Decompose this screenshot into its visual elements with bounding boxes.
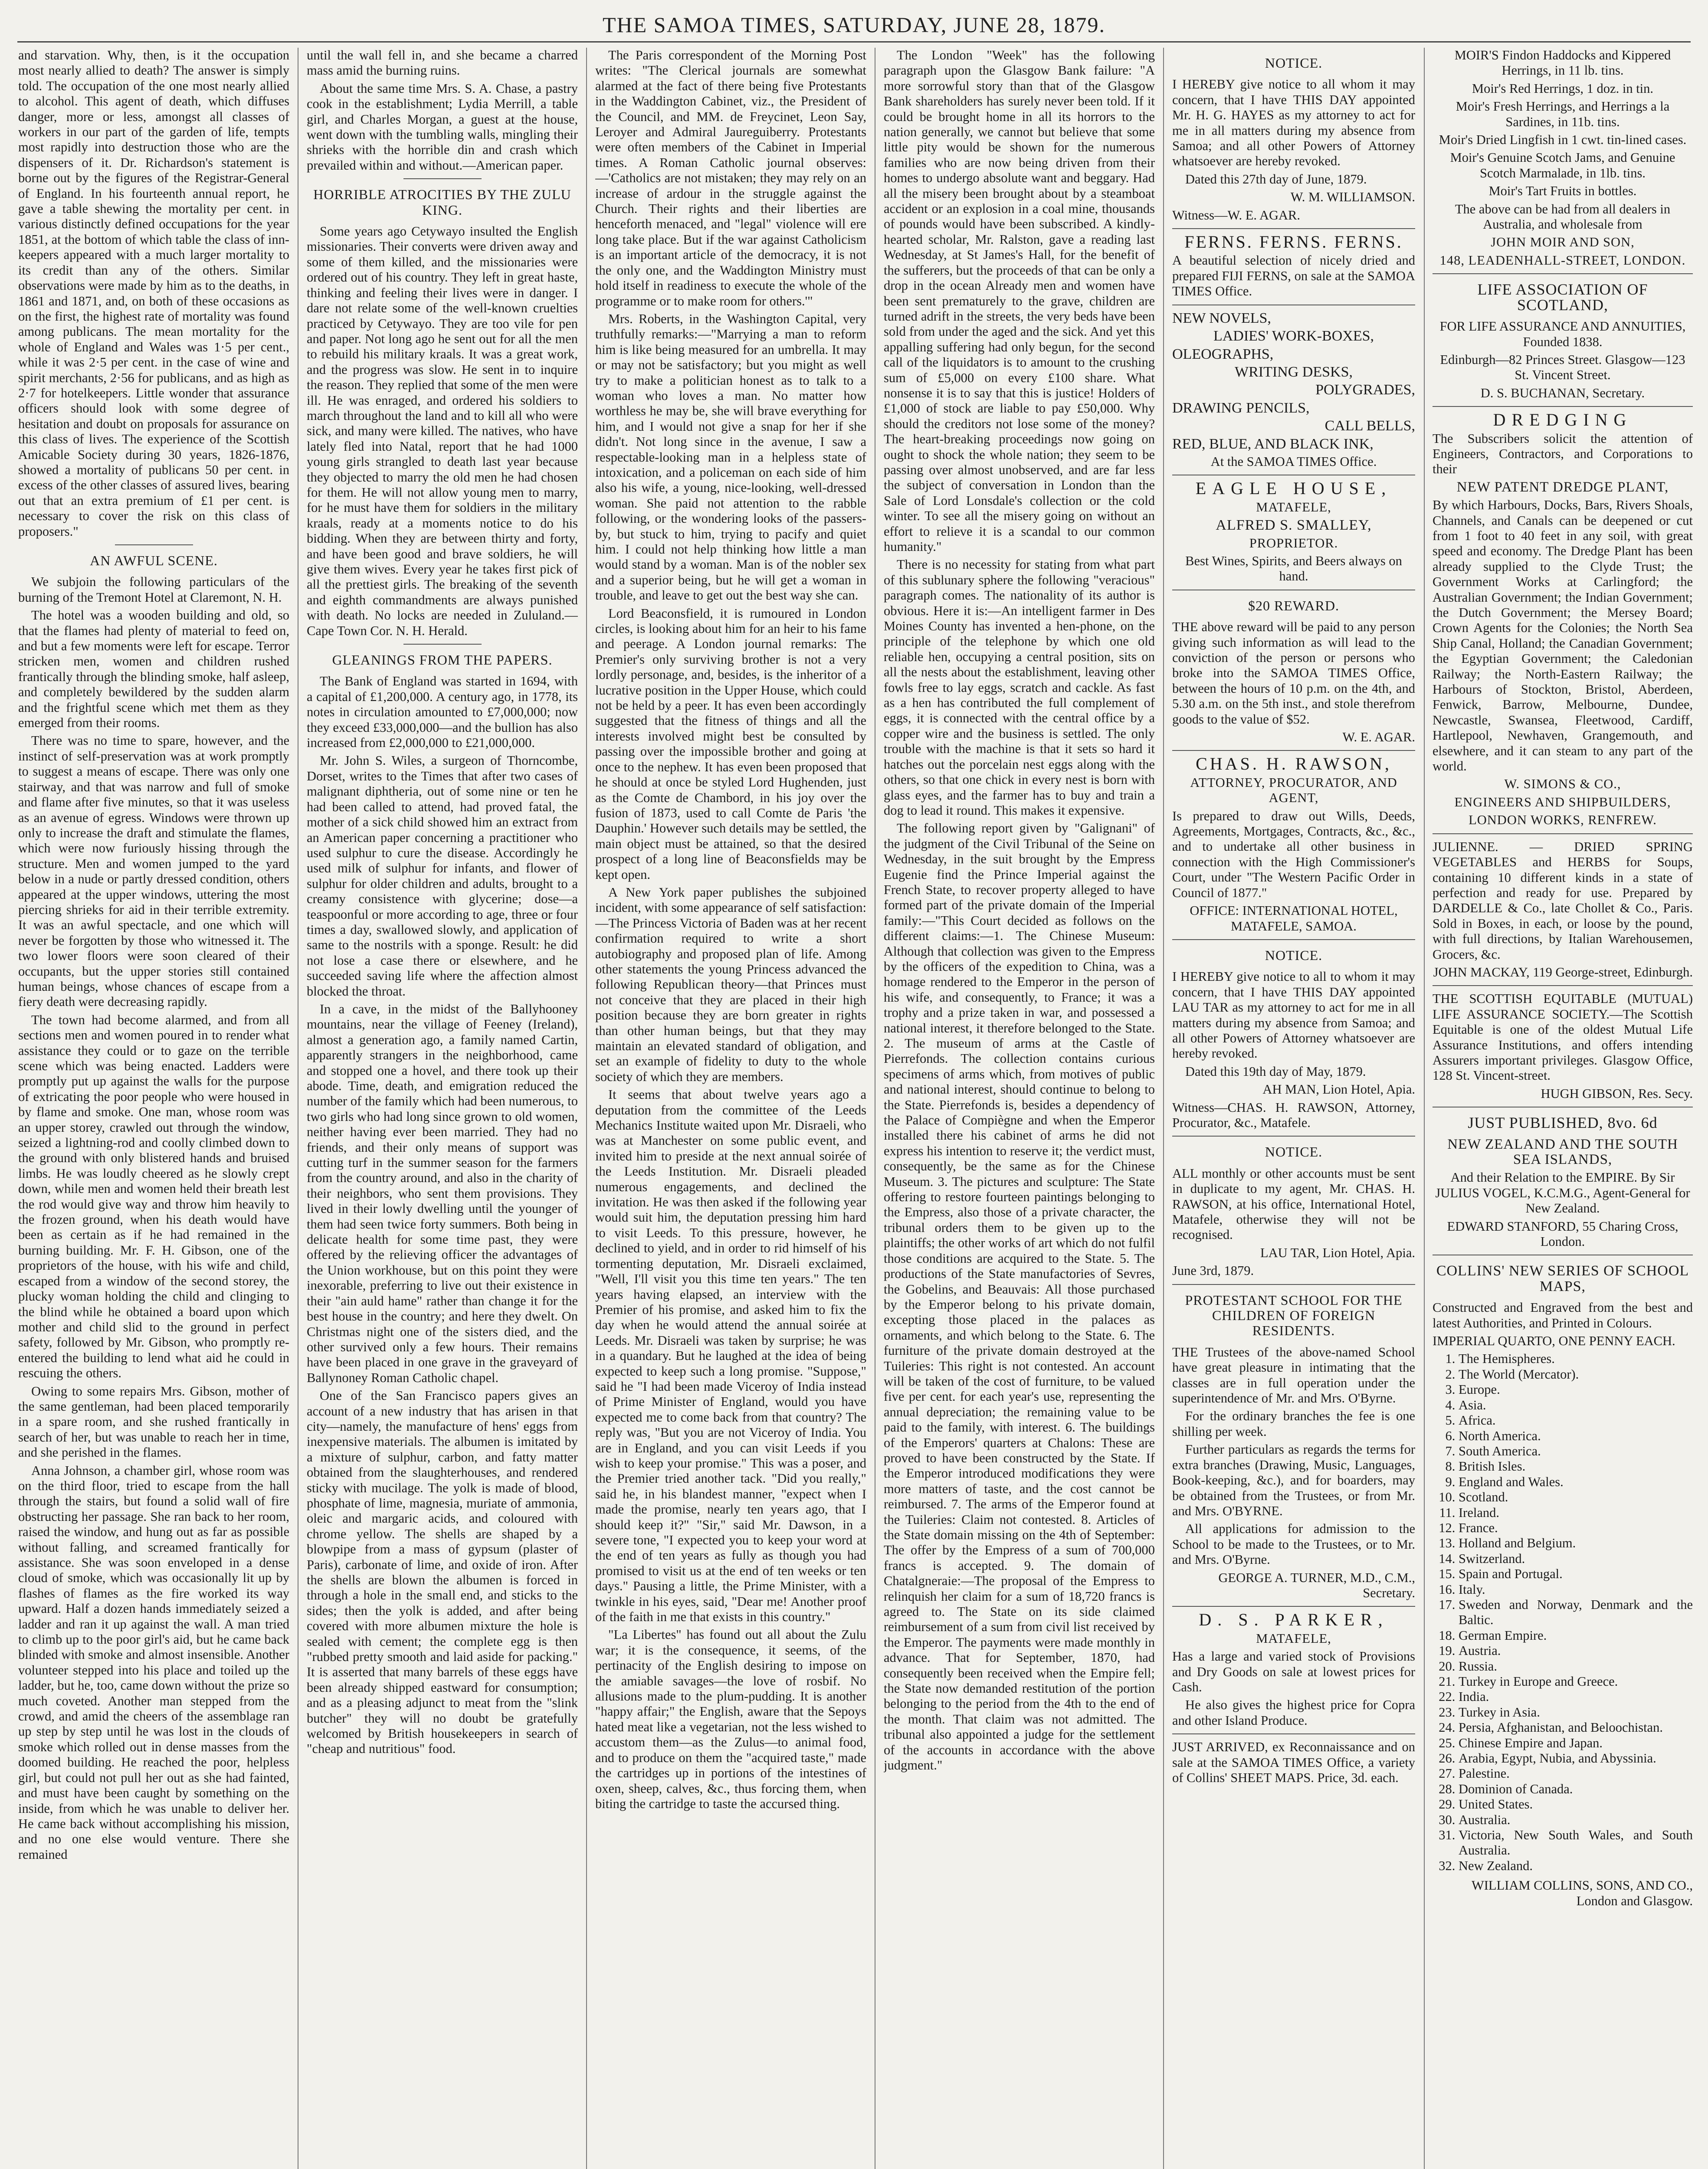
column-5-adverts (1172, 48, 1415, 2169)
article-text: There is no necessity for stating from what part of this sublunary sphere the following "veracious" paragraph comes. The nationality of its author is obvious. Here it is:—An intelligent farmer in Des Moines County has invented a hen-phone, on the principle of the telephone by which one old reliable hen, occupying a central position, sits on all the nests about the establishment, leaving other fowls free to lay eggs, scratch and cackle. As fast as a hen has contributed the full complement of eggs, it is connected with the central office by a copper wire and the business is settled. The only trouble with the machine is that it sets so hard it hatches out the porcelain nest eggs along with the others, so that one chick in every nest is born with glass eyes, and the farmer has to buy and train a dog to lead it round. This makes it expensive. (884, 557, 1155, 818)
list-item: 14. Switzerland. (1459, 1551, 1693, 1566)
ad-line: POLYGRADES, (1315, 382, 1415, 398)
article-text: The town had become alarmed, and from all sections men and women poured in to render what assistance they could or to gaze on the terrible scene which was being enacted. Ladders were promptly put up against the walls for the purpose of extricating the poor people who were housed in by flame and smoke. One man, whose room was an upper storey, crawled out through the window, seized a lightning-rod and coolly climbed down to the ground with only blistered hands and bruised limbs. He was loudly cheered as he slowly crept down, while men and women held their breath lest the rod would give way and throw him heavily to the frozen ground, when his death would have been as certain as if he had remained in the burning building. Mr. F. H. Gibson, one of the proprietors of the house, with his wife and child, escaped from a window of the second storey, the plucky woman holding the child and clinging to the blind while he obtained a board upon which mother and child slid to the ground in perfect safety, followed by Mr. Gibson, who promptly re-entered the building to lend what aid he could in rescuing the others. (18, 1012, 289, 1381)
article-text: Some years ago Cetywayo insulted the English missionaries. Their converts were driven away and some of them killed, and the missionaries were ordered out of his country. They left in great haste, thinking and feeling their lives were in danger. I dare not relate some of the well-known cruelties practiced by Cetywayo. They are too vile for pen and paper. Not long ago he sent out for all the men to rebuild his military kraals. It was a great work, and the progress was slow. He sent in to inquire the reason. They replied that some of the men were ill. He was enraged, and ordered his soldiers to march throughout the land and to kill all who were sick, and many were killed. The natives, who have lately fled into Natal, report that he had 1000 young girls strangled to death last year because they objected to marry the old men he had chosen for them. He will not allow young men to marry, for he must have them for soldiers in the military kraals, ready at a moments notice to do his bidding. When they are between thirty and forty, and have been good and brave soldiers, he will give them wives. Every year he takes first pick of all the prettiest girls. The breaking of the seventh and eighth commandments are always punished with death. No locks are needed in Zululand.—Cape Town Cor. N. H. Herald. (307, 224, 578, 638)
divider (1172, 939, 1415, 940)
article-text: A New York paper publishes the subjoined incident, with some appearance of self satisfaction:—The Princess Victoria of Baden was at her recent confirmation required to write a short autobiography and proposed plan of life. Among other statements the young Princess advanced the following Republican theory—that Princes must not conceive that they are placed in their high position because they are born greater in rights than other human beings, but that they may maintain an elevated standard of obligation, and set an example of fidelity to duty to the whole society of which they are members. (595, 885, 866, 1084)
ad-just-arrived: JUST ARRIVED, ex Reconnaissance and on sale at the SAMOA TIMES Office, a variety of Collins' SHEET MAPS. Price, 3d. each. (1172, 1740, 1415, 1785)
notice-date: Dated this 19th day of May, 1879. (1185, 1064, 1366, 1079)
ad-line: Moir's Fresh Herrings, and Herrings a la Sardines, in 11b. tins. (1456, 99, 1670, 129)
notice-attorney-ah-man (1172, 948, 1415, 1130)
ad-reward (1172, 598, 1415, 745)
ad-body: Best Wines, Spirits, and Beers always on hand. (1185, 553, 1402, 584)
ad-body: The Subscribers solicit the attention of Engineers, Contractors, and Corporations to their (1433, 431, 1693, 477)
article-text: The Bank of England was started in 1694, with a capital of £1,200,000. A century ago, in 1778, its notes in circulation amounted to £7,000,000; now they exceed £33,000,000—and the bullion has also increased from £2,000,000 to £21,000,000. (307, 674, 578, 750)
ad-title: DREDGING (1493, 410, 1633, 430)
ad-signature: GEORGE A. TURNER, M.D., C.M., Secretary. (1218, 1570, 1415, 1600)
list-item: 7. South America. (1459, 1444, 1693, 1459)
ad-role: ATTORNEY, PROCURATOR, AND AGENT, (1190, 775, 1397, 806)
notice-attorney-williamson (1172, 56, 1415, 223)
ad-owner: ALFRED S. SMALLEY, (1216, 517, 1372, 534)
notice-body: ALL monthly or other accounts must be sent in duplicate to my agent, Mr. CHAS. H. RAWSON, at his office, International Hotel, Matafele, otherwise they will not be recognised. (1172, 1166, 1415, 1242)
ad-collins-maps (1433, 1263, 1693, 1909)
article-text: The following report given by "Galignani" of the judgment of the Civil Tribunal of the Seine on Wednesday, in the suit brought by the Empress Eugenie find the Prince Imperial against the French State, to recover property alleged to have formed part of the private domain of the Imperial family:—"This Court decided as follows on the different claims:—1. The Chinese Museum: Although that collection was given to the Empress by the officers of the expedition to China, was a homage rendered to the Emperor in the person of his wife, and consequently, to France; it was a trophy and a prize taken in war, and possessed a national interest, it therefore belonged to the State. 2. The museum of arms at the Castle of Pierrefonds. The collection contains curious specimens of arms which, from motives of public and national interest, should continue to belong to the State. Pierrefonds is, besides a dependency of the Palace of Compiègne and when the Emperor installed there his cabinet of arms he did not express his intention to reserve it; the verdict must, consequently, be the same as for the Chinese Museum. 3. The pictures and sculpture: The State offering to restore fourteen paintings belonging to the Empress, also those of a private character, the tribunal orders them to be given up to the plaintiffs; the other works of art which do not fulfil those conditions are acquired to the State. 5. The productions of the State manufactories of Sevres, the Gobelins, and Beauvais: All those purchased by the Emperor belong to his private domain, excepting those placed in the palaces as ornaments, and which belong to the State. 6. The furniture of the private domain destroyed at the Tuileries: This right is not contested. An account will be taken of the cost of furniture, to be valued five per cent. for each year's use, representing the annual depreciation; the remaining value to be paid to the family, with interest. 6. The buildings of the Emperors' quarters at Chalons: These are proved to have been constructed by the State. If the Emperor introduced modifications they were more matters of taste, and the cost cannot be reimbursed. 7. The arms of the Emperor found at the Tuileries: Claim not contested. 8. Articles of the State domain missing on the 4th of September: The offer by the Empress of a sum of 700,000 francs is accepted. 9. The domain of Chatalgneraie:—The proposal of the Empress to relinquish her claim for a sum of 18,720 francs is agreed to. The State on its side claimed reimbursement of a sum from civil list received by the Emperor. The payments were made monthly in advance. That for September, 1870, had consequently been received when the Empire fell; the State now demanded restitution of the portion belonging to the period from the 4th to the end of the month. That claim was not admitted. The tribunal also appointed a judge for the settlement of the accounts in accordance with the above judgment." (884, 821, 1155, 1773)
divider (115, 544, 193, 545)
column-3 (595, 48, 866, 2169)
ad-name: JOHN MOIR AND SON, (1491, 235, 1635, 250)
notice-title: NOTICE. (1265, 947, 1323, 963)
ad-signature: WILLIAM COLLINS, SONS, AND CO., London and Glasgow. (1471, 1878, 1693, 1908)
ad-place: MATAFELE, (1256, 1631, 1331, 1646)
ad-footer: At the SAMOA TIMES Office. (1210, 454, 1377, 469)
ad-line: OLEOGRAPHS, (1172, 346, 1274, 362)
ad-ferns (1172, 234, 1415, 299)
article-text: The London "Week" has the following paragraph upon the Glasgow Bank failure: "A more sorrowful story than that of the Glasgow Bank shareholders has surely never been told. If it could be brought home in all its horrors to the nation generally, we cannot but believe that some little pity would be shown for the numerous families who are now being driven from their homes to undergo absolute want and beggary. Had all the misery been brought about by a steamboat accident or an explosion in a coal mine, thousands of pounds would have been subscribed. A kindly-hearted scholar, Mr. Ralston, gave a reading last Wednesday, at St James's Hall, for the benefit of the sufferers, but the proceeds of that can be only a drop in the ocean Already men and women have been sent prematurely to the grave, children are turned adrift in the streets, the very beds have been sold from under the aged and the sick. And yet this appalling suffering had only begun, for the second call of the liquidators is to amount to the crushing sum of £5,000 on every £100 share. What nonsense it is to say that this is justice! Holders of £1,000 of stock are liable to pay £50,000. Why should the creditors not lose some of the money? The heart-breaking proceedings now going on ought to shock the whole nation; they seem to be passing over almost unobserved, and are far less the subject of conversation in London than the Sale of Lord Lonsdale's collection or the cold winter. To see all the misery going on without an effort to relieve it is a scandal to our common humanity." (884, 48, 1155, 554)
divider (1433, 273, 1693, 274)
ad-title: D. S. PARKER, (1199, 1610, 1389, 1630)
list-item: 6. North America. (1459, 1429, 1693, 1444)
masthead-rule (17, 41, 1691, 43)
article-text: About the same time Mrs. S. A. Chase, a pastry cook in the establishment; Lydia Merrill, a table girl, and Charles Morgan, a guest at the house, went down with the tumbling walls, mingling their shrieks with the horrible din and crash which prevailed within and without.—American paper. (307, 81, 578, 173)
divider (1433, 833, 1693, 834)
notice-body: I HEREBY give notice to all whom it may concern, that I have THIS DAY appointed Mr. H. G. HAYES as my attorney to act for me in all matters during my absence from Samoa; and all other Powers of Attorney whatsoever are hereby revoked. (1172, 77, 1415, 169)
divider (403, 644, 482, 645)
ad-life-association (1433, 282, 1693, 401)
ad-address: 148, LEADENHALL-STREET, LONDON. (1439, 252, 1686, 268)
divider (1172, 1733, 1415, 1734)
ad-line: Moir's Red Herrings, 1 doz. in tin. (1472, 81, 1654, 96)
ad-role: ENGINEERS AND SHIPBUILDERS, (1454, 794, 1671, 809)
ad-scottish-equitable (1433, 991, 1693, 1101)
list-item: 23. Turkey in Asia. (1459, 1705, 1693, 1720)
article-text: There was no time to spare, however, and the instinct of self-preservation was at work promptly to suggest a means of escape. There was only one stairway, and that was narrow and full of smoke and flame after five minutes, so that it was useless as an avenue of egress. Windows were thrown up only to increase the draft and stimulate the flames, which were now furiously hissing through the structure. Men and women jumped to the yard below in a nude or partly dressed condition, others appeared at the upper windows, uttering the most piercing shrieks for aid in their terrible extremity. It was an awful spectacle, and one which will never be forgotten by those who witnessed it. The two lower floors were soon cleared of their occupants, but the upper stories still contained human beings, whose chances of escape from a fiery death were decreasing rapidly. (18, 733, 289, 1009)
ad-body: JULIENNE. — DRIED SPRING VEGETABLES and HERBS for Soups, containing 10 different kinds in a state of perfection and ready for use. Prepared by DARDELLE & Co., late Chollet & Co., Paris. Sold in Boxes, in each, or loose by the pound, with full directions, by Italian Warehousemen, Grocers, &c. (1433, 839, 1693, 962)
ad-signature: EDWARD STANFORD, 55 Charing Cross, London. (1447, 1219, 1678, 1249)
ad-address: LONDON WORKS, RENFREW. (1469, 813, 1657, 828)
ad-body: Constructed and Engraved from the best and latest Authorities, and Printed in Colours. (1433, 1300, 1693, 1330)
list-item: 12. France. (1459, 1520, 1693, 1536)
ad-moir (1433, 48, 1693, 268)
ad-body: THE above reward will be paid to any person giving such information as will lead to the conviction of the person or persons who broke into the SAMOA TIMES Office, between the hours of 10 p.m. on the 4th, and 5.30 a.m. on the 5th inst., and stole therefrom goods to the value of $52. (1172, 619, 1415, 727)
notice-witness: Witness—W. E. AGAR. (1172, 207, 1301, 223)
article-text: Lord Beaconsfield, it is rumoured in London circles, is looking about him for an heir to his fame and peerage. A London journal remarks: The Premier's only surviving brother is not a very lordly personage, and, besides, is the inheritor of a lucrative position in the Upper House, which could not be held by a peer. It has even been accordingly suggested that the fitness of things and all the interests involved might best be consulted by passing over the impossible brother and going at once to the nephew. It has even been proposed that he should at once be styled Lord Hughenden, just as the Comte de Chambord, in his joy over the fusion of 1873, used to call Comte de Paris 'the Dauphin.' However such details may be settled, the main object must be attained, so that the desired prospect of a long line of Beaconsfields may be kept open. (595, 606, 866, 882)
notice-signature: AH MAN, Lion Hotel, Apia. (1262, 1082, 1415, 1097)
notice-title: NOTICE. (1265, 1144, 1323, 1160)
ad-line: NEW NOVELS, (1172, 310, 1271, 326)
article-text: Anna Johnson, a chamber girl, whose room was on the third floor, tried to escape from the hall through the stairs, but found a solid wall of fire obstructing her passage. She ran back to her room, raised the window, and hung out as far as possible without falling, and screamed frantically for assistance. She was soon enveloped in a dense cloud of smoke, which was occasionally lit up by flashes of flames as the fire worked its way upward. Half a dozen hands immediately seized a ladder and ran it up against the wall. A man tried to climb up to the poor girl's aid, but he came back blinded with smoke and almost insensible. Another volunteer stepped into his place and toiled up the ladder, but he, too, came down without the prize so much coveted. Another man stepped from the crowd, and amid the cheers of the assemblage ran up step by step until he was lost in the clouds of smoke which rolled out in dense masses from the doomed building. He reached the poor, helpless girl, but could not pull her out as she had fainted, and must have been caught by something on the inside, from which he was unable to deliver her. He came back without accomplishing his mission, and no one else would venture. There she remained (18, 1463, 289, 1862)
ad-eagle-house (1172, 478, 1415, 584)
list-item: 21. Turkey in Europe and Greece. (1459, 1674, 1693, 1689)
column-4 (884, 48, 1155, 2169)
ad-title: COLLINS' NEW SERIES OF SCHOOL MAPS, (1436, 1263, 1689, 1294)
ad-office: OFFICE: INTERNATIONAL HOTEL, MATAFELE, SAMOA. (1190, 903, 1398, 934)
ad-body: Has a large and varied stock of Provisions and Dry Goods on sale at lowest prices for Cash. (1172, 1649, 1415, 1694)
article-text: Mrs. Roberts, in the Washington Capital, very truthfully remarks:—"Marrying a man to reform him is like being measured for an umbrella. It may or may not be satisfactory; but you might as well try to make a politician honest as to talk to a woman who loves a man. No matter how worthless he may be, she will brave everything for him, and I would not give a snap for her if she didn't. Not long since in the avenue, I saw a respectable-looking man in a helpless state of intoxication, and a policeman on each side of him also his wife, a young, nice-looking, well-dressed woman. She paid not attention to the rabble following, or the wondering looks of the passers-by, but stuck to him, trying to pacify and quiet him. I could not help thinking how little a man would stand by a woman. Man is of the nobler sex and a superior being, but he will get a woman in trouble, and leave to get out the best way she can. (595, 311, 866, 603)
article-heading: GLEANINGS FROM THE PAPERS. (332, 652, 553, 668)
ad-title: EAGLE HOUSE, (1195, 478, 1392, 498)
article-heading: HORRIBLE ATROCITIES BY THE ZULU KING. (313, 187, 571, 218)
divider (1172, 1606, 1415, 1607)
article-text: It seems that about twelve years ago a deputation from the committee of the Leeds Mechanics Institute waited upon Mr. Disraeli, who was at Manchester on some public event, and invited him to preside at the next annual soirée of the Leeds Institution. Mr. Disraeli pleaded numerous engagements, and declined the invitation. He was then asked if the following year would suit him, the deputation pressing him hard to visit Leeds. To this pressure, however, he declined to yield, and in order to rid himself of his tormenting deputation, Mr. Disraeli exclaimed, "Well, I'll visit you this time ten years." The ten years having elapsed, an interview with the Premier of his promise, and asked him to fix the day when he would attend the annual soirée at Leeds. Mr. Disraeli was taken by surprise; he was in a quandary. But he laughed at the idea of being expected to keep such a long promise. "Suppose," said he "I had been made Viceroy of India instead of Prime Minister of England, would you have expected me to come back from that country? The reply was, "But you are not Viceroy of India. You are in England, and you can visit Leeds if you wish to keep your promise." This was a poser, and the Premier tried another tack. "Did you really," said he, in his blandest manner, "expect when I made the promise, nearly ten years ago, that I should keep it?" "Sir," said Mr. Dawson, in a severe tone, "I expected you to keep your word at the end of ten years as fully as though you had promised to visit us at the end of ten weeks or ten days." Pausing a little, the Prime Minister, with a twinkle in his eyes, said, "Dear me! Another proof of the faith in me that exists in this country." (595, 1087, 866, 1625)
ad-subtitle: FOR LIFE ASSURANCE AND ANNUITIES, Founded 1838. (1439, 319, 1686, 349)
ad-body: THE SCOTTISH EQUITABLE (MUTUAL) LIFE ASSURANCE SOCIETY.—The Scottish Equitable is one of the oldest Mutual Life Assurance Institutions, and offers intending Assurers important privileges. Glasgow Office, 128 St. Vincent-street. (1433, 991, 1693, 1083)
ad-signature: D. S. BUCHANAN, Secretary. (1480, 385, 1645, 400)
list-item: 4. Asia. (1459, 1398, 1693, 1413)
ad-subtitle: IMPERIAL QUARTO, ONE PENNY EACH. (1433, 1334, 1675, 1349)
article-text: In a cave, in the midst of the Ballyhooney mountains, near the village of Feeney (Ireland), almost a generation ago, a family named Cartin, apparently strangers in the neighborhood, came and stopped one a hovel, and there took up their abode. Time, death, and emigration reduced the number of the family which had been numerous, to two girls who had long since grown to old women, neither having ever been married. They had no friends, and their only means of support was cutting turf in the summer season for the farmers from the country around, and also in the charity of their neighbors, who sent them provisions. They lived in their lowly dwelling until the younger of them had seen twice forty summers. Both being in delicate health for some time past, they were offered by the relieving officer the advantages of the Union workhouse, but on this point they were inexorable, preferring to live out their existence in their "ain auld hame" rather than change it for the best house in the country; and here they dwelt. On Christmas night one of the sisters died, and the other survived only a few hours. Their remains have been placed in one grave in the graveyard of Ballynoney Roman Catholic chapel. (307, 1001, 578, 1385)
ad-line: WRITING DESKS, (1235, 364, 1353, 380)
ad-line: LADIES' WORK-BOXES, (1213, 328, 1374, 344)
ad-signature: W. E. AGAR. (1342, 730, 1415, 745)
ad-title: PROTESTANT SCHOOL FOR THE CHILDREN OF FOREIGN RESIDENTS. (1185, 1292, 1403, 1339)
list-item: 31. Victoria, New South Wales, and South Australia. (1459, 1828, 1693, 1858)
ad-line: Moir's Dried Lingfish in 1 cwt. tin-lined cases. (1439, 132, 1687, 147)
notice-accounts (1172, 1144, 1415, 1278)
ad-title: $20 REWARD. (1248, 597, 1340, 613)
list-item: 1. The Hemispheres. (1459, 1351, 1693, 1366)
column-1 (18, 48, 289, 2169)
ad-line: Moir's Genuine Scotch Jams, and Genuine Scotch Marmalade, in 1lb. tins. (1450, 150, 1675, 180)
ad-line: MOIR'S Findon Haddocks and Kippered Herrings, in 11 lb. tins. (1454, 48, 1671, 78)
notice-signature: W. M. WILLIAMSON. (1290, 190, 1415, 205)
divider (403, 178, 482, 179)
ad-novels (1172, 311, 1415, 470)
ad-body: Is prepared to draw out Wills, Deeds, Agreements, Mortgages, Contracts, &c., &c., and to undertake all other business in connection with the High Commissioner's Court, under "The Western Pacific Order in Council of 1877." (1172, 808, 1415, 900)
notice-witness: Witness—CHAS. H. RAWSON, Attorney, Procurator, &c., Matafele. (1172, 1100, 1415, 1130)
column-2 (307, 48, 578, 2169)
article-text: Owing to some repairs Mrs. Gibson, mother of the same gentleman, had been placed temporarily in a spare room, and she rushed frantically in search of her, but was unable to reach her in time, and she perished in the flames. (18, 1383, 289, 1460)
list-item: 28. Dominion of Canada. (1459, 1782, 1693, 1797)
ad-signature: JOHN MACKAY, 119 George-street, Edinburgh. (1433, 964, 1693, 980)
ad-body: All applications for admission to the School to be made to the Trustees, or to Mr. and Mrs. O'Byrne. (1172, 1521, 1415, 1567)
ad-body: And their Relation to the EMPIRE. By Sir JULIUS VOGEL, K.C.M.G., Agent-General for New Zealand. (1435, 1170, 1690, 1216)
notice-title: NOTICE. (1265, 55, 1323, 71)
ad-place: MATAFELE, (1256, 499, 1331, 514)
divider (1172, 228, 1415, 229)
list-item: 17. Sweden and Norway, Denmark and the Baltic. (1459, 1597, 1693, 1628)
divider (1433, 985, 1693, 986)
ad-line: RED, BLUE, AND BLACK INK, (1172, 436, 1374, 452)
list-item: 10. Scotland. (1459, 1490, 1693, 1505)
ad-signature: HUGH GIBSON, Res. Secy. (1541, 1086, 1693, 1101)
article-text: until the wall fell in, and she became a charred mass amid the burning ruins. (307, 48, 578, 78)
map-list (1433, 1351, 1693, 1874)
list-item: 24. Persia, Afghanistan, and Beloochistan. (1459, 1720, 1693, 1735)
ad-address: Edinburgh—82 Princes Street. Glasgow—123 St. Vincent Street. (1440, 352, 1685, 383)
divider (1172, 750, 1415, 751)
column-divider (586, 48, 587, 2169)
ad-title: JUST PUBLISHED, 8vo. 6d (1468, 1114, 1658, 1132)
column-6-adverts (1433, 48, 1693, 2169)
list-item: 8. British Isles. (1459, 1459, 1693, 1474)
ad-title: CHAS. H. RAWSON, (1196, 754, 1392, 774)
list-item: 29. United States. (1459, 1797, 1693, 1812)
list-item: 3. Europe. (1459, 1382, 1693, 1397)
list-item: 15. Spain and Portugal. (1459, 1566, 1693, 1582)
ad-body: For the ordinary branches the fee is one shilling per week. (1172, 1409, 1415, 1439)
list-item: 26. Arabia, Egypt, Nubia, and Abyssinia. (1459, 1751, 1693, 1766)
ad-heading: NEW ZEALAND AND THE SOUTH SEA ISLANDS, (1447, 1136, 1678, 1167)
article-text: We subjoin the following particulars of the burning of the Tremont Hotel at Claremont, N. H. (18, 574, 289, 605)
ad-heading: NEW PATENT DREDGE PLANT, (1456, 479, 1669, 495)
ad-title: FERNS. FERNS. FERNS. (1184, 232, 1403, 252)
list-item: 19. Austria. (1459, 1643, 1693, 1658)
list-item: 32. New Zealand. (1459, 1858, 1693, 1874)
ad-line: DRAWING PENCILS, (1172, 400, 1310, 416)
ad-parker (1172, 1612, 1415, 1728)
ad-just-published (1433, 1115, 1693, 1249)
article-text: Mr. John S. Wiles, a surgeon of Thorncombe, Dorset, writes to the Times that after two cases of malignant diphtheria, out of some nine or ten he had been called to attend, had proved fatal, the mother of a sick child showed him an extract from an American paper concerning a practitioner who used sulphur to cure the disease. Accordingly he used milk of sulphur for infants, and flower of sulphur for older children and adults, brought to a creamy consistence with glycerine; dose—a teaspoonful or more according to age, three or four times a day, swallowed slowly, and application of same to the nostrils with a sponge. Result: he did not lose a case there or elsewhere, and he succeeded saving life where the affection almost blocked the throat. (307, 753, 578, 999)
ad-body: THE Trustees of the above-named School have great pleasure in intimating that the classes are in full operation under the superintendence of Mr. and Mrs. O'Byrne. (1172, 1344, 1415, 1406)
ad-line: Moir's Tart Fruits in bottles. (1488, 183, 1637, 199)
ad-rawson (1172, 756, 1415, 934)
notice-date: June 3rd, 1879. (1172, 1263, 1254, 1278)
ad-role: PROPRIETOR. (1249, 535, 1338, 550)
ad-dredging (1433, 412, 1693, 828)
list-item: 16. Italy. (1459, 1582, 1693, 1597)
list-item: 2. The World (Mercator). (1459, 1367, 1693, 1382)
article-text: and starvation. Why, then, is it the occupation most nearly allied to death? The answer is simply told. The occupation of the one most nearly allied to alcohol. This agent of death, which diffuses danger, more or less, amongst all classes of workers in our part of the garden of life, tempts most rapidly into destruction those who are the dispensers of it. Dr. Richardson's statement is borne out by the figures of the Registrar-General of England. In his fourteenth annual report, he gave a table shewing the mortality per cent. in various distinctly defined occupations for the year 1851, at the bottom of which table the class of inn-keepers appeared with a much larger mortality to its credit than any of the others. Similar observations were made by him as to the deaths, in 1861 and 1871, and, on both of these occasions as on the first, the highest rate of mortality was found among publicans. The mean mortality for the whole of England and Wales was 1·5 per cent., while it was 2·5 per cent. in the case of wine and spirit merchants, 2·56 for publicans, and as high as 2·7 for hotelkeepers. Little wonder that assurance officers should look with some degree of hesitation and doubt on proposals for assurance on this class of lives. The experience of the Scottish Amicable Society during 30 years, 1826-1876, showed a mortality of publicans 50 per cent. in excess of the other classes of assured lives, bearing out that an extra premium of £1 per cent. is necessary to cover the risk on this class of proposers." (18, 48, 289, 539)
notice-date: Dated this 27th day of June, 1879. (1185, 171, 1367, 187)
ad-line: CALL BELLS, (1324, 418, 1415, 434)
ad-body: Further particulars as regards the terms for extra branches (Drawing, Music, Languages, Book-keeping, &c.), and for boarders, may be obtained from the Trustees, or from Mr. and Mrs. O'BYRNE. (1172, 1442, 1415, 1518)
list-item: 30. Australia. (1459, 1812, 1693, 1828)
divider (1172, 1136, 1415, 1137)
column-divider (1163, 48, 1164, 2169)
article-heading: AN AWFUL SCENE. (90, 553, 218, 568)
list-item: 18. German Empire. (1459, 1628, 1693, 1643)
ad-body: A beautiful selection of nicely dried and prepared FIJI FERNS, on sale at the SAMOA TIMES Office. (1172, 253, 1415, 299)
ad-protestant-school (1172, 1293, 1415, 1601)
column-divider (1424, 48, 1425, 2169)
article-text: "La Libertes" has found out all about the Zulu war; it is the consequence, it seems, of the pertinacity of the English desiring to impose on the amiable savages—the love of rosbif. No allusions made to the plum-pudding. It is another "happy affair;" the English, aware that the Sepoys hated meat like a vegetarian, not the less wished to accustom them—as the Zulus—to animal food, and to produce on them the "acquired taste," made the cartridges up in portions of the intestines of oxen, sheep, calves, &c., thus forcing them, when biting the cartridge to taste the accursed thing. (595, 1627, 866, 1811)
list-item: 20. Russia. (1459, 1659, 1693, 1674)
list-item: 5. Africa. (1459, 1413, 1693, 1428)
notice-signature: LAU TAR, Lion Hotel, Apia. (1260, 1245, 1415, 1260)
list-item: 22. India. (1459, 1689, 1693, 1704)
ad-body: He also gives the highest price for Copra and other Island Produce. (1172, 1697, 1415, 1728)
article-text: One of the San Francisco papers gives an account of a new industry that has arisen in that city—namely, the manufacture of hens' eggs from inexpensive materials. The albumen is imitated by a mixture of sulphur, carbon, and fatty matter obtained from the slaughterhouses, and rendered sticky with mucilage. The yolk is made of blood, phosphate of lime, magnesia, muriate of ammonia, oleic and margaric acids, and coloured with chrome yellow. The shells are shaped by a blowpipe from a mass of gypsum (plaster of Paris), carbonate of lime, and oxide of iron. After the shells are blown the albumen is forced in through a hole in the small end, and sticks to the sides; then the yolk is added, and after being covered with more albumen mixture the hole is sealed with cement; the complete egg is then "rubbed pretty smooth and laid aside for packing." It is asserted that many barrels of these eggs have been already shipped eastward for consumption; and as a pleasing adjunct to meat from the "slink butcher" they will no doubt be gratefully welcomed by British housekeepers in search of "cheap and nutritious" food. (307, 1388, 578, 1756)
list-item: 27. Palestine. (1459, 1766, 1693, 1781)
article-text: The hotel was a wooden building and old, so that the flames had plenty of material to feed on, and but a few moments were left for escape. Terror stricken men, women and children rushed frantically through the blinding smoke, half asleep, and completely bewildered by the sudden alarm and the frightful scene which met them as they emerged from their rooms. (18, 608, 289, 731)
article-text: The Paris correspondent of the Morning Post writes: "The Clerical journals are somewhat alarmed at the fact of there being five Protestants in the Waddington Cabinet, viz., the President of the Council, and MM. de Freycinet, Leon Say, Leroyer and Admiral Jaureguiberry. Protestants were often members of the Cabinet in Imperial times. A Roman Catholic journal observes:—'Catholics are not mistaken; they may rely on an increase of ardour in the struggle against the Church. Their rights and their liberties are henceforth menaced, and "legal" violence will ere long take place. But if the war against Catholicism is an important article of the democracy, it is not the only one, and the Waddington Ministry must hold itself in readiness to execute the whole of the programme or to make room for others.'" (595, 48, 866, 308)
list-item: 9. England and Wales. (1459, 1474, 1693, 1490)
notice-body: I HEREBY give notice to all to whom it may concern, that I have THIS DAY appointed LAU TAR as my attorney to act for me in all matters during my absence from Samoa; and all other Powers of Attorney whatsoever are hereby revoked. (1172, 969, 1415, 1061)
ad-body: The above can be had from all dealers in Australia, and wholesale from (1455, 201, 1671, 232)
list-item: 11. Ireland. (1459, 1505, 1693, 1520)
masthead: THE SAMOA TIMES, SATURDAY, JUNE 28, 1879. (602, 13, 1105, 37)
ad-signature: W. SIMONS & CO., (1504, 777, 1621, 792)
list-item: 25. Chinese Empire and Japan. (1459, 1736, 1693, 1751)
divider (1172, 1284, 1415, 1285)
ad-julienne (1433, 839, 1693, 980)
list-item: 13. Holland and Belgium. (1459, 1536, 1693, 1551)
ad-title: LIFE ASSOCIATION OF SCOTLAND, (1477, 281, 1648, 314)
divider (1433, 406, 1693, 407)
ad-body: By which Harbours, Docks, Bars, Rivers Shoals, Channels, and Canals can be deepened or cut from 1 foot to 40 feet in any soil, with great speed and economy. The Dredge Plant has been already supplied to the Clyde Trust; the Government Works at Carlingford; the Australian Government; the Indian Government; the Dutch Government; the Mersey Board; Crown Agents for the Colonies; the North Sea Ship Canal, Holland; the Canadian Government; the Egyptian Government; the Caledonian Railway; the North-Eastern Railway; the Harbours of Stockton, Bristol, Aberdeen, Fenwick, Barrow, Melbourne, Dundee, Newcastle, Swansea, Fleetwood, Cardiff, Hartlepool, Newhaven, Grangemouth, and elsewhere, and it can steam to any part of the world. (1433, 498, 1693, 774)
